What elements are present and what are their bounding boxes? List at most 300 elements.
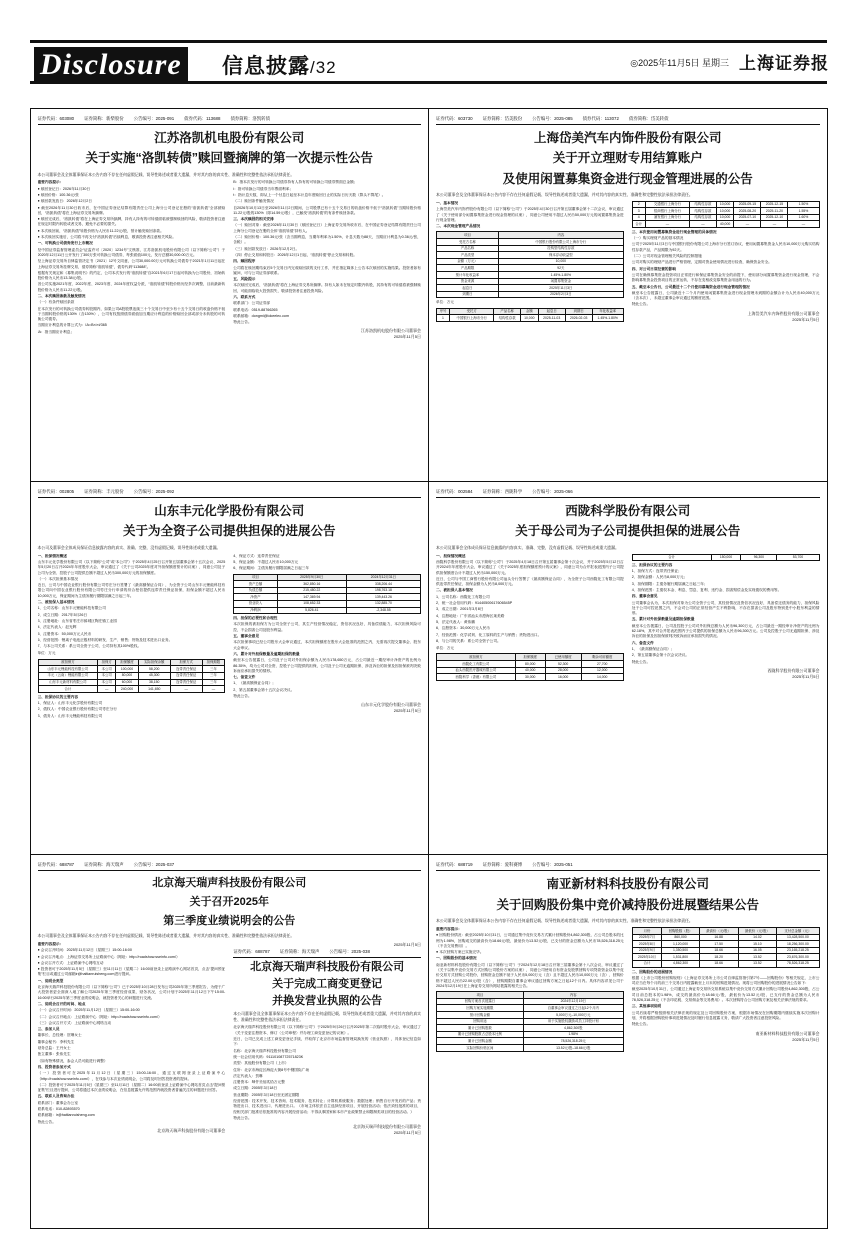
paragraph: t：指计息天数，即从上一个付息日起至本计息年度赎回日止的实际日历天数（算头不算尾）。 (233, 192, 386, 197)
table-cell: 12,000 (581, 667, 623, 674)
paragraph: 1、保证人：山东丰元化学股份有限公司 (37, 700, 103, 705)
article-title-line: 山东丰元化学股份有限公司 (154, 503, 305, 518)
section-heading: 一、担保情况概述 (436, 553, 466, 558)
table-cell: 38,150 (138, 679, 170, 686)
table-cell: 27,700 (581, 661, 623, 668)
table-cell: 4 (632, 214, 645, 221)
table-cell: 连带责任保证 (170, 672, 202, 679)
signature-line: 2025年11月5日 (792, 316, 820, 322)
paragraph: 联系电话：0519-88766265 (233, 307, 278, 312)
paragraph: 7、与本公司关系：系公司全资子公司，公司持有其100%股权。 (37, 644, 142, 649)
table-row (437, 252, 624, 259)
section-heading: 三、本次赎回的相关安排 (233, 217, 274, 222)
paragraph: 截至2025年10月31日，公司通过上海证券交易所交易系统以集中竞价交易方式累计回购公司股份4,862,300股，占公司目前总股本的1.98%，成交的最高价为18.66元/股，最低价为13.52元/股，已支付的资金总额为人民币78,526,318.25元（不含印花税、交易佣金等交易费用）。本次回购符合公司回购方案及相关法律法规的要求。 (631, 987, 820, 1003)
table-cell: 1 (437, 315, 450, 322)
table-cell: 合计 (38, 686, 98, 693)
section-heading: 二、说明会召开的时间、地点 (37, 1001, 86, 1006)
paragraph: （一）赎回对象：截至2026年11月30日（赎回登记日）上海证券交易所收市后，在中国证券登记结算有限责任公司上海分公司登记在册的全体“洛凯转债”持有人。 (233, 223, 421, 233)
table-cell: 2026年2月3日 (498, 291, 623, 298)
section-heading: 二、回购股份的进展情况 (631, 969, 673, 974)
table-cell: 2025年7月 (632, 934, 662, 941)
paragraph: 根据《上市公司股份回购规则》《上海证券交易所上市公司自律监管指引第7号——回购股份》等相关规定，上市公司应当在每个月的前三个交易日内披露截至上月末的回购进展情况。现将公司回购股份的进展情况公告如下： (631, 975, 820, 986)
table-row (437, 667, 624, 674)
section-heading: 二、本次现金管理产品情况 (436, 224, 481, 229)
table-cell: 净资产 (234, 594, 277, 601)
table-caption: 单位：万元 (37, 651, 56, 656)
paragraph: 公司在确保募集资金投资项目正常进行和保证募集资金安全的前提下，使用部分闲置募集资金进行现金管理，不会影响募集资金投资项目的正常运转，不存在变相改变募集资金用途的行为。 (631, 272, 820, 283)
table-cell: 18,256,300.00 (777, 941, 819, 948)
table-cell: 回购方案实施期限 (437, 1005, 524, 1012)
article-title-line: 并换发营业执照的公告 (272, 994, 383, 1007)
paragraph: 法定代表人：贺琳 (233, 1073, 263, 1078)
paragraph: ● 本次赎回实施后，公司将不再支付“洛凯转债”后续利息，敬请投资者注意相关风险。 (37, 235, 176, 240)
table-cell: 合计 (632, 221, 645, 228)
article-body (436, 201, 820, 477)
table-cell: 10,000 (520, 315, 538, 322)
paragraph: 联系部门：董事会办公室 (37, 1100, 79, 1105)
paragraph: i：指可转换公司债券当年票面利率； (233, 186, 294, 191)
signature-block (233, 328, 421, 340)
table-cell: 16.88 (699, 934, 738, 941)
paragraph: 5、法定代表人：黄伟鹏 (436, 619, 475, 624)
paragraph: ● 赎回完成后，“洛凯转债”将在上海证券交易所摘牌，持有人持有的可转债面临被强制赎回的风险，敬请投资者注意在规定时限内转股或者交易，避免不必要的损失。 (37, 217, 226, 227)
security-code-item: 证券代码：002584 (436, 488, 473, 494)
table-cell: 78,526,318.25 (777, 960, 819, 967)
table-row (632, 221, 819, 228)
article-title-line: 关于开立理财专用结算账户 (552, 151, 703, 166)
table-row (437, 291, 624, 298)
section-heading: 四、担保的必要性和合理性 (233, 616, 278, 621)
signature-line: 北京海天瑞声科技股份有限公司董事会 (353, 1124, 421, 1130)
table-header-cell: 月份 (632, 928, 662, 935)
table-header-row (437, 308, 624, 315)
table-row (234, 600, 421, 607)
table-cell: 产品名称 (437, 245, 499, 252)
table-header-cell: 被担保方 (437, 654, 516, 661)
table-row (437, 278, 624, 285)
table-cell: 132,885.70 (346, 600, 420, 607)
table-cell: 78,526,318.25元 (523, 1038, 623, 1045)
paragraph: 4、保证方式：连带责任保证 (233, 553, 280, 558)
masthead-rule-top (30, 40, 827, 43)
signature-block (233, 1124, 421, 1136)
table-cell: 13.52元/股–18.66元/股 (523, 1045, 623, 1052)
table-cell: 58,200 (138, 666, 170, 673)
paragraph: 2、担保金额：人民币8,000万元； (631, 575, 688, 580)
table-row (437, 265, 624, 272)
table-cell: 28,000 (545, 667, 581, 674)
signature-block (632, 668, 820, 680)
paragraph: （二）会议召开地点：上证路演中心（网址：http://roadshow.sseinfo.com/） (37, 1014, 162, 1019)
article-cell (30, 854, 430, 1228)
table-header-row (234, 574, 421, 581)
table-header-cell: 支付总金额（元） (777, 928, 819, 935)
table-cell: 资金来源 (437, 278, 499, 285)
table-cell: 2025年11月3日 (498, 285, 623, 292)
table-cell: 10,000 (716, 214, 734, 221)
table-cell: 三年 (202, 672, 225, 679)
security-code-item: 证券代码：603080 (37, 115, 75, 121)
table-cell: 累计已回购股数占总股本比例 (437, 1031, 524, 1038)
table-header-row (437, 654, 624, 661)
table-cell: 3 (632, 208, 645, 215)
paragraph: 1、担保方式：连带责任保证； (631, 569, 682, 574)
disclaimer-notice: 本公司董事会及全体董事保证本公告内容不存在任何虚假记载、误导性陈述或者重大遗漏，并对其内容的真实性、准确性和完整性依法承担法律责任。 (37, 933, 295, 939)
section-heading: 四、对公司日常经营的影响 (631, 266, 676, 271)
table-caption: 单位：万元 (436, 300, 454, 305)
paragraph: ● 会议召开方式：上证路演中心网络互动 (37, 960, 104, 965)
article-body (436, 554, 820, 850)
section-title (222, 50, 337, 80)
paragraph: （二）公司对现金管理相关风险的控制措施 (631, 254, 702, 259)
table-row (437, 1031, 624, 1038)
table-header-cell: 内容 (498, 232, 623, 239)
table-header-cell: 实际担保余额 (138, 659, 170, 666)
security-code-item: 债券代码：113688 (184, 115, 221, 121)
paragraph: 4、法定代表人：赵光辉 (37, 625, 77, 630)
table-cell: 60,000 (116, 679, 139, 686)
table-row (632, 208, 819, 215)
paragraph: 名称：北京海天瑞声科技股份有限公司 (233, 1048, 296, 1053)
signature-line: 2025年11月5日 (792, 1036, 820, 1042)
table-cell: 2025-07-10 (734, 214, 761, 221)
security-code-item: 债券代码：113072 (582, 115, 619, 121)
table-cell: 2026-02-03 (565, 315, 592, 322)
paragraph: 当期应计利息的计算公式为：IA=B×i×t/365 (37, 323, 107, 328)
table-cell: 招商银行上海分行 (645, 208, 689, 215)
security-code-item: 证券简称：海天瑞声 (84, 862, 124, 868)
article-title-line: 江苏洛凯机电股份有限公司 (154, 130, 305, 145)
table-cell: 到期日 (437, 291, 499, 298)
table-cell: 18.66 (699, 960, 738, 967)
table-row (437, 245, 624, 252)
table-cell: 198,763.18 (346, 587, 420, 594)
table-cell: 结构性存款 (690, 201, 716, 208)
table-cell: 45,300 (138, 672, 170, 679)
table-cell: 18.20 (699, 954, 738, 961)
section-heading: 重要内容提示： (37, 180, 64, 185)
table-cell: 三年 (202, 666, 225, 673)
paragraph: 特此公告。 (37, 1119, 56, 1124)
section-heading: 五、累计对外担保数量及逾期担保数量 (631, 617, 695, 622)
table-row (38, 679, 225, 686)
signature-block (233, 702, 421, 714)
table-cell: — (202, 686, 225, 693)
paragraph: ● 本次赎回前，“洛凯转债”转股价格为人民币11.22元/股，预计触发赎回条款。 (37, 228, 164, 233)
security-code-item: 公告编号：2025-066 (532, 488, 573, 494)
table-cell: 结构性存款 (494, 315, 520, 322)
paragraph: ● 赎回价格：100.36元/张 (37, 192, 79, 197)
table-cell: 1.98% (523, 1031, 623, 1038)
table-row (632, 941, 819, 948)
data-table (233, 574, 421, 615)
section-heading: 四、赎回程序 (233, 259, 256, 264)
section-heading: 五、董事会意见 (233, 634, 260, 639)
security-code-item: 公告编号：2025-085 (532, 115, 573, 121)
paragraph: ● 赎回登记日：2026年11月30日 (37, 186, 91, 191)
security-code-item: 证券代码：603730 (436, 115, 473, 121)
signature-line: 2025年11月5日 (393, 942, 421, 947)
section-heading: 四、董事会意见 (631, 594, 658, 599)
paragraph: 独立董事：张伟先生 (37, 1052, 71, 1057)
security-code-item: 债券简称：岱美转债 (628, 115, 669, 121)
paragraph: 根据有关规定和《募集说明书》的约定，公司本次发行的“洛凯转债”自2021年6月17日起可转换为公司股份，初始转股价格为人民币13.38元/股。 (37, 270, 226, 281)
paragraph: 1、公司名称：山东丰元锂能科技有限公司 (37, 606, 106, 611)
table-header-cell: 起息日 (538, 308, 565, 315)
security-code-bar (436, 115, 820, 125)
article-title-line: 关于完成工商变更登记 (272, 977, 383, 990)
table-header-cell: 2024年12月31日 (346, 574, 420, 581)
table-cell: 147,369.94 (277, 594, 346, 601)
table-row (234, 594, 421, 601)
security-code-item: 证券简称：西陇科学 (482, 488, 523, 494)
security-code-bar (38, 115, 422, 125)
table-cell: 营业收入 (234, 600, 277, 607)
article-title-line: 及使用闲置募集资金进行现金管理进展的公告 (502, 171, 753, 186)
table-header-cell: 项目 (437, 232, 499, 239)
paragraph: 公司对购买的理财产品进行严格管理，定期对资金使用情况进行检查，确保资金安全。 (631, 260, 772, 265)
table-row (437, 1012, 624, 1019)
table-row (632, 214, 819, 221)
paragraph: （三）会议召开方式：上证路演中心网络互动 (37, 1020, 112, 1025)
paragraph: 自2026年10月13日至2026年11月2日期间，公司股票已有十五个交易日的收盘价格不低于“洛凯转债”当期转股价格11.22元/股的130%（即14.59元/股），已触发“洛凯转债”的有条件赎回条款。 (233, 205, 421, 215)
table-cell: 预计年化收益率 (437, 272, 499, 279)
article-title-line: 关于回购股份集中竞价减持股份进展暨结果公告 (496, 897, 759, 912)
section-heading: 五、联系人及咨询办法 (37, 1094, 75, 1099)
article-body (38, 942, 422, 1224)
table-cell: 338,206.44 (346, 581, 420, 588)
table-cell: 保本浮动收益型 (498, 252, 623, 259)
paragraph: 注册资本：肆仟叁佰贰拾万元整 (233, 1080, 285, 1085)
masthead (0, 40, 857, 84)
table-cell: 浦发银行上海分行 (645, 214, 689, 221)
security-code-item: 证券代码：688787 (37, 862, 75, 868)
table-header-row (632, 928, 819, 935)
paragraph: 截至本公告披露日，公司及子公司对外担保余额为人民币178,650万元，占公司最近一期经审计净资产的比例为86.35%，均为公司对全资、控股子公司提供的担保，公司及子公司无逾期担保、涉及诉讼的担保及因担保被判决败诉而应承担损失的情形。 (233, 658, 421, 673)
table-row (38, 686, 225, 693)
section-title-cn: 信息披露 (222, 55, 310, 78)
paragraph: 1、《最高额保证合同》； (631, 646, 675, 651)
table-cell: — (734, 221, 761, 228)
table-cell: 16,000 (545, 674, 581, 681)
table-header-cell: 最低价（元/股） (738, 928, 777, 935)
paragraph: 8、与公司的关系：系公司全资子公司。 (436, 638, 501, 643)
article-title-line: 北京海天瑞声科技股份有限公司 (152, 877, 307, 890)
security-code-item: 证券简称：丰元股份 (84, 488, 124, 494)
table-cell: 16.05 (738, 947, 777, 954)
section-heading: 三、参加人员 (37, 1027, 60, 1032)
table-cell: 回购用途 (437, 1018, 524, 1025)
table-cell: 92天 (498, 265, 623, 272)
table-cell: 860,000 (662, 934, 699, 941)
table-cell: 丰元（云南）锂能有限公司 (38, 672, 98, 679)
security-code-item: 证券简称：新柴股份 (84, 115, 124, 121)
table-row (437, 1045, 624, 1052)
table-cell: 自董事会审议通过之日起12个月内 (523, 1005, 623, 1012)
paragraph: 联系电话：010-82893570 (37, 1107, 80, 1112)
section-heading: 一、可转换公司债券发行上市概况 (37, 241, 93, 246)
table-cell: 4,862,300 (662, 960, 699, 967)
paragraph: 6、经营范围：锂离子电池正极材料的研发、生产、销售；货物及技术进出口业务。 (37, 637, 173, 642)
article-cell (428, 854, 828, 1228)
table-cell: — (645, 221, 689, 228)
article-title-line: 南亚新材料科技股份有限公司 (546, 877, 709, 892)
paragraph: 4、担保范围：主债权本金、利息、罚息、复利、违约金、损害赔偿金及实现债权的费用等。 (631, 587, 782, 592)
paragraph: 公司将在赎回期结束后5个交易日内完成赎回款的支付工作，并在指定媒体上公告本次赎回的实施结果。投资者如有疑问，可与公司证券部联系。 (233, 265, 421, 275)
table-cell: 产品类型 (437, 252, 499, 259)
table-cell: 150,000 (711, 554, 741, 561)
paragraph: 近日，公司与中国工商银行股份有限公司汕头分行签署了《最高额保证合同》，为全资子公司西陇化工有限公司提供连带责任保证，担保金额为人民币8,000万元。 (436, 576, 624, 587)
disclosure-logo: Disclosure (34, 47, 188, 83)
security-code-bar (38, 488, 422, 498)
table-header-cell: 年化收益率 (592, 308, 623, 315)
paragraph: 营业期限：2005年3月18日至无固定期限 (233, 1092, 300, 1097)
paragraph: 住所：北京市海淀区海淀大街8号中钢国际广场 (233, 1067, 310, 1072)
table-cell: 2024年12月19日 (523, 998, 623, 1005)
table-header-cell: 到期日 (565, 308, 592, 315)
paragraph: 6、注册资本：30,000万元人民币 (436, 626, 490, 631)
paragraph: 7、经营范围：化学试剂、化工原料的生产与销售；货物进出口。 (436, 632, 542, 637)
table-cell: 2025-12-10 (761, 214, 788, 221)
paragraph: 3、担保期限：主债务履行期届满之日起三年； (631, 581, 708, 586)
table-cell: 30,000 (515, 674, 545, 681)
table-cell: 15.10 (738, 941, 777, 948)
security-code-item: 证券代码：688719 (436, 862, 473, 868)
article-title-line: 北京海天瑞声科技股份有限公司 (250, 961, 405, 973)
table-cell: 连带责任保证 (170, 679, 202, 686)
table-cell: 108,652.33 (277, 600, 346, 607)
security-code-bar (38, 861, 422, 871)
signature-line: 西陇科学股份有限公司董事会 (767, 667, 820, 673)
article-title-line: 第三季度业绩说明会的公告 (163, 914, 296, 927)
table-cell: 1,120,000 (662, 941, 699, 948)
paragraph: ● 本次回购方案已实施完毕。 (436, 950, 484, 955)
table-header-cell: 担保额度 (515, 654, 545, 661)
table-cell: 5,000万元–10,000万元 (523, 1012, 623, 1019)
table-cell: 起息日 (437, 285, 499, 292)
paragraph: 2、第五届董事会第十次会议决议。 (631, 653, 690, 658)
table-cell: 连带责任保证 (170, 666, 202, 673)
signature-block (632, 311, 820, 323)
paragraph: 特此公告。 (631, 302, 651, 307)
table-cell: 净利润 (234, 607, 277, 614)
section-heading: 四、投资者参加方式 (37, 1064, 71, 1069)
table-row (632, 960, 819, 967)
table-header-row (437, 992, 624, 999)
paragraph: （一）购买理财产品的基本情况 (631, 236, 684, 241)
table-row (437, 1038, 624, 1045)
paragraph: （一）有条件赎回条款 (37, 300, 75, 305)
disclaimer-notice: 本公司董事会及全体董事保证本公告内容不存在任何虚假记载、误导性陈述或者重大遗漏，并对其内容的真实性、准确性和完整性依法承担法律责任。 (436, 918, 693, 924)
article-cell (30, 481, 430, 855)
paragraph: 山东丰元化学股份有限公司（以下简称“公司”或“本公司”）于2025年4月25日召开第五届董事会第十五次会议、2025年5月20日召开2024年年度股东大会，审议通过了《关于公司2025年度对外担保额度预计的议案》，同意公司及子公司为全资、控股子公司提供总额不超过人民币300,000万元的担保额度。 (37, 559, 226, 575)
table-cell: 挂钩型结构性存款 (498, 245, 623, 252)
paragraph: 公司后续将严格按照相关法律法规的规定及公司回购股份方案，根据市场情况在回购期限内继续实施本次回购计划，并将根据回购股份事项进展情况及时履行信息披露义务，敬请广大投资者注意投资风险。 (631, 1010, 820, 1020)
table-cell: 2025年10月 (632, 954, 662, 961)
table-header-cell: 内容 (523, 992, 623, 999)
paragraph: 3、成立日期：2001年3月8日 (436, 607, 484, 612)
table-cell: 5,826.41 (277, 607, 346, 614)
table-cell: 14,000 (581, 674, 623, 681)
table-header-row (38, 659, 225, 666)
table-cell: 2025年9月 (632, 947, 662, 954)
paragraph: （一）本次担保基本情况 (37, 576, 79, 581)
security-code-item: 公告编号：2025-051 (532, 862, 573, 868)
signature-line: 江苏洛凯机电股份有限公司董事会 (361, 328, 421, 334)
paragraph: 本次担保的被担保方为公司全资子公司，其生产经营情况稳定，资信状况良好，具备偿债能力，本次担保风险可控，不会损害公司及股东利益。 (233, 622, 421, 632)
security-code-bar (436, 861, 820, 871)
security-code-item: 证券简称：海天瑞声 (279, 949, 320, 954)
table-row (437, 1025, 624, 1032)
paragraph: 2、统一社会信用代码：91440500617606545P (436, 601, 513, 606)
section-heading: 六、累计对外担保数量及逾期担保的数量 (233, 651, 300, 656)
section-heading: 三、本次使用闲置募集资金进行现金管理的具体情况 (631, 229, 717, 234)
table-cell: 交通银行上海分行 (645, 201, 689, 208)
table-row (437, 1018, 624, 1025)
disclaimer-notice: 本公司及董事会全体成员保证信息披露内容的真实、准确、完整，没有虚假记载、误导性陈述或重大遗漏。 (37, 545, 221, 551)
data-table (436, 991, 624, 1051)
table-cell: 2025-11-03 (538, 315, 565, 322)
section-heading: 三、担保协议的主要内容 (631, 562, 673, 567)
table-header-cell: 受托方 (449, 308, 493, 315)
table-cell: 中国银行股份有限公司上海市分行 (498, 239, 623, 246)
paragraph: 特此公告。 (233, 320, 252, 325)
table-row (234, 587, 421, 594)
table-cell: 10,000 (716, 201, 734, 208)
paragraph: B：指本次发行的可转换公司债券持有人持有的可转换公司债券票面总金额； (233, 180, 358, 185)
table-cell: 2025-08-20 (734, 208, 761, 215)
paragraph: ● 截至2026年11月30日收市后，在中国证券登记结算有限责任公司上海分公司登记在册的“洛凯转债”全部被赎回，“洛凯转债”将在上海证券交易所摘牌。 (37, 205, 226, 215)
data-table (632, 927, 820, 968)
table-cell: 1.45%-1.80% (498, 272, 623, 279)
signature-block (632, 1031, 820, 1043)
paragraph: 本次赎回完成后，“洛凯转债”将在上海证券交易所摘牌。持有人如未在规定时限内转股，其持有的可转债将被强制赎回，可能面临较大投资损失，敬请投资者注意投资风险。 (233, 283, 421, 293)
table-cell: 结构性存款 (690, 208, 716, 215)
paragraph: 财务总监：王丹女士 (37, 1046, 71, 1051)
article-body (38, 180, 422, 476)
security-code-item: 债券简称：洛凯转债 (230, 115, 270, 121)
signature-line: 山东丰元化学股份有限公司董事会 (361, 702, 421, 708)
table-cell: 100,000 (116, 666, 139, 673)
data-table (38, 659, 226, 693)
table-cell: 40,000 (515, 667, 545, 674)
disclaimer-notice: 本公司董事会及全体董事保证本公告内容不存在任何虚假记载、误导性陈述或者重大遗漏，并对其内容的真实性、准确性和完整性依法承担法律责任。 (37, 171, 295, 177)
table-cell: 14.02 (738, 934, 777, 941)
table-header-cell: 担保方式 (170, 659, 202, 666)
paragraph: （一）会议召开时间：2025年11月12日（星期三）15:00-16:00 (37, 1008, 140, 1013)
section-heading: 三、其他事项说明 (631, 1004, 662, 1009)
paragraph: 6、保证期间：主债务履行期限届满之日起三年 (233, 566, 310, 571)
table-row (632, 954, 819, 961)
paragraph: （二）投资者可于2025年11月5日（星期三）至11月11日（星期二）16:00前登录上证路演中心网站首页点击“提问预征集”栏目进行提问，公司将通过本次业绩说明会，在信息披露允许的范围内就投资者普遍关注的问题进行回答。 (37, 1082, 226, 1093)
paragraph: 经营范围：技术开发、技术咨询、技术服务、技术转让；计算机系统服务；数据处理；销售自行开发后的产品；货物进出口、技术进出口、代理进出口。（市场主体依法自主选择经营项目，开展经营活动；依法须经批准的项目，经相关部门批准后依批准的内容开展经营活动；不得从事国家和本市产业政策禁止和限制类项目的经营活动。） (233, 1099, 421, 1114)
paragraph: （二）赎回价格：100.36元/张（含当期利息，当期年利率为1.50%，计息天数为88天，当期应计利息为0.36元/张，含税）。 (233, 235, 421, 245)
table-header-cell: 最高价（元/股） (699, 928, 738, 935)
section-heading: 五、截至本公告日，公司最近十二个月使用募集资金进行现金管理的情况 (631, 284, 750, 289)
paragraph: 公司董事会认为，本次担保对象为公司全资子公司，其经营情况及资信状况良好，具备偿还债务的能力，担保风险处于公司可控范围之内，不会对公司的正常经营产生不利影响，不存在损害公司及股东特别是中小股东利益的情形。 (631, 600, 820, 616)
table-cell: 10,000 (498, 258, 623, 265)
signature-line: 2025年11月5日 (393, 334, 421, 340)
table-cell: 13.52 (738, 954, 777, 961)
paragraph: 特此公告。 (233, 693, 252, 698)
disclaimer-notice: 本公司及董事会全体成员保证信息披露的内容真实、准确、完整，没有虚假记载、误导性陈述或重大遗漏。 (436, 545, 619, 551)
table-cell: 13,428,500.00 (777, 934, 819, 941)
paragraph: 成立日期：2005年3月18日 (233, 1086, 278, 1091)
security-code-item: 公告编号：2025-037 (133, 862, 175, 868)
section-heading: 七、备查文件 (233, 675, 256, 680)
section-heading: 一、说明会类型 (37, 978, 64, 983)
paragraph: 公司于2025年11月3日与中国银行股份有限公司上海市分行签订协议，使用闲置募集资金人民币10,000万元购买结构性存款产品，产品期限为92天。 (631, 242, 820, 252)
